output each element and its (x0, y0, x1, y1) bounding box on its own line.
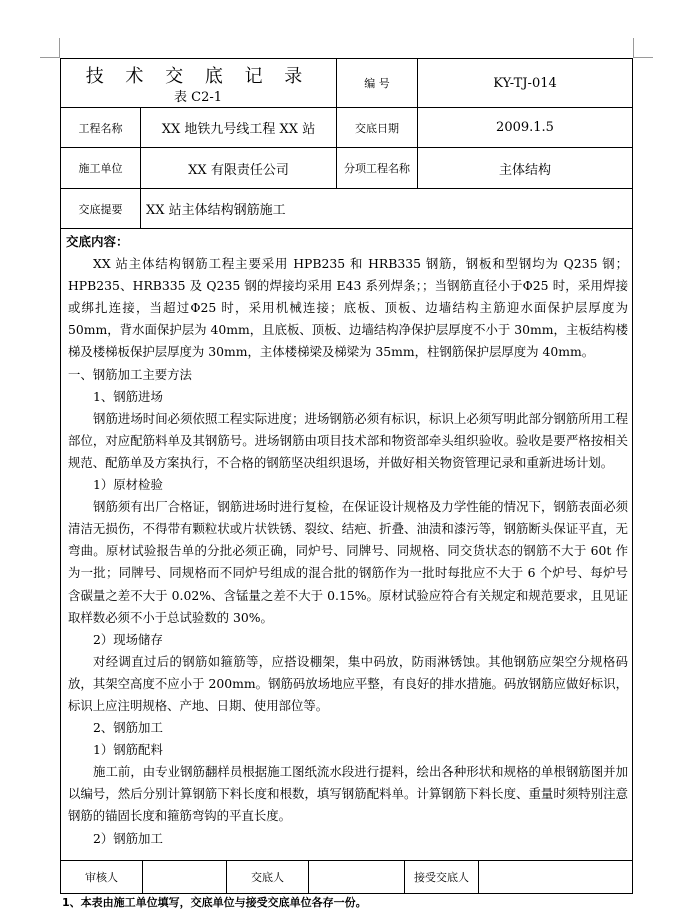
disclosure-content (68, 231, 628, 850)
summary-label: 交底提要 (78, 202, 123, 216)
receiver-label: 接受交底人 (414, 871, 469, 884)
content-heading: 交底内容： (66, 234, 129, 249)
subproject-name-label: 分项工程名称 (344, 162, 410, 175)
subsection-heading: 1）钢筋配料 (93, 742, 163, 758)
corner-mark-top-left-h (40, 57, 60, 58)
content-paragraph: 对经调直过后的钢筋如箍筋等，应搭设棚架，集中码放，防雨淋锈蚀。其他钢筋应架空分规格码放，其架空高度不应小于 200mm。钢筋码放场地应平整，有良好的排水措施。码放钢筋应做好标识，标识上应注明规格、产地、日期、使用部位等。 (68, 653, 628, 713)
project-name-value: XX 地铁九号线工程 XX 站 (161, 122, 316, 137)
subsection-heading: 1、钢筋进场 (93, 388, 163, 404)
corner-mark-top-left-v (59, 38, 60, 58)
subsection-heading: 2、钢筋加工 (93, 720, 163, 736)
code-value: KY-TJ-014 (493, 75, 557, 91)
form-number: 表 C2-1 (173, 90, 222, 105)
subsection-heading: 2）现场储存 (93, 631, 163, 647)
code-label: 编 号 (364, 77, 390, 90)
document-title: 技 术 交 底 记 录 (85, 66, 311, 87)
corner-mark-top-right-v (633, 38, 634, 58)
table-line-row4 (60, 228, 633, 229)
content-paragraph: 钢筋须有出厂合格证，钢筋进场时进行复检，在保证设计规格及力学性能的情况下，钢筋表面必须清洁无损伤，不得带有颗粒状或片状铁锈、裂纹、结疤、折叠、油渍和漆污等，钢筋断头保证平直，无弯曲。原材试验报告单的分批必须正确，同炉号、同牌号、同规格、同交货状态的钢筋不大于 60t 作为一批；同牌号、同规格而不同炉号组成的混合批的钢筋作为一批时每批应不大于 6 个炉号、每炉号含碳量之差不大于 0.02%、含锰量之差不大于 0.15%。原材试验应符合有关规定和规范要求，且见证取样数必须不小于总试验数的 30%。 (68, 499, 628, 625)
corner-mark-top-right-h (633, 57, 653, 58)
project-name-label: 工程名称 (78, 121, 123, 135)
date-value: 2009.1.5 (496, 120, 554, 135)
construction-unit-label: 施工单位 (78, 162, 123, 175)
subsection-heading: 1）原材检验 (93, 477, 163, 493)
receiver-signature-field[interactable] (479, 861, 632, 893)
content-paragraph: 施工前，由专业钢筋翻样员根据施工图纸流水段进行提料，绘出各种形状和规格的单根钢筋图并加以编号，然后分别计算钢筋下料长度和根数，填写钢筋配料单。计算钢筋下料长度、重量时须特别注意钢筋的锚固长度和箍筋弯钩的平直长度。 (68, 764, 628, 824)
subproject-name-value: 主体结构 (498, 162, 551, 178)
content-paragraph: XX 站主体结构钢筋工程主要采用 HPB235 和 HRB335 钢筋，钢板和型钢均为 Q235 钢；HPB235、HRB335 及 Q235 钢的焊接均采用 E43 系列焊条；；当钢筋直径小于Φ25 时，采用焊接或绑扎连接，当超过Φ25 时，采用机械连接；底板、顶板、边墙结构主筋迎水面保护层厚度为 50mm，背水面保护层为 40mm，且底板、顶板、边墙结构净保护层厚度不小于 30mm，主板结构楼梯及楼梯板保护层厚度为 30mm，主体楼梯梁及梯梁为 35mm，柱钢筋保护层厚度为 40mm。 (68, 256, 628, 360)
construction-unit-value: XX 有限责任公司 (188, 162, 289, 178)
reviewer-signature-field[interactable] (143, 861, 226, 893)
content-paragraph: 钢筋进场时间必须依照工程实际进度；进场钢筋必须有标识，标识上必须写明此部分钢筋所用工程部位，对应配筋料单及其钢筋号。进场钢筋由项目技术部和物资部牵头组织验收。验收是要严格按相关规范、配筋单及方案执行，不合格的钢筋坚决组织退场，并做好相关物资管理记录和重新进场计划。 (68, 410, 628, 470)
presenter-label: 交底人 (251, 871, 284, 884)
date-label: 交底日期 (355, 121, 399, 135)
reviewer-label: 审核人 (85, 871, 118, 884)
summary-value: XX 站主体结构钢筋施工 (146, 203, 286, 218)
section-heading: 一、钢筋加工主要方法 (68, 366, 192, 382)
subsection-heading: 2）钢筋加工 (93, 830, 163, 846)
presenter-signature-field[interactable] (309, 861, 404, 893)
table-border-right (632, 58, 633, 894)
footnote: 1、本表由施工单位填写，交底单位与接受交底单位各存一份。 (62, 896, 367, 909)
